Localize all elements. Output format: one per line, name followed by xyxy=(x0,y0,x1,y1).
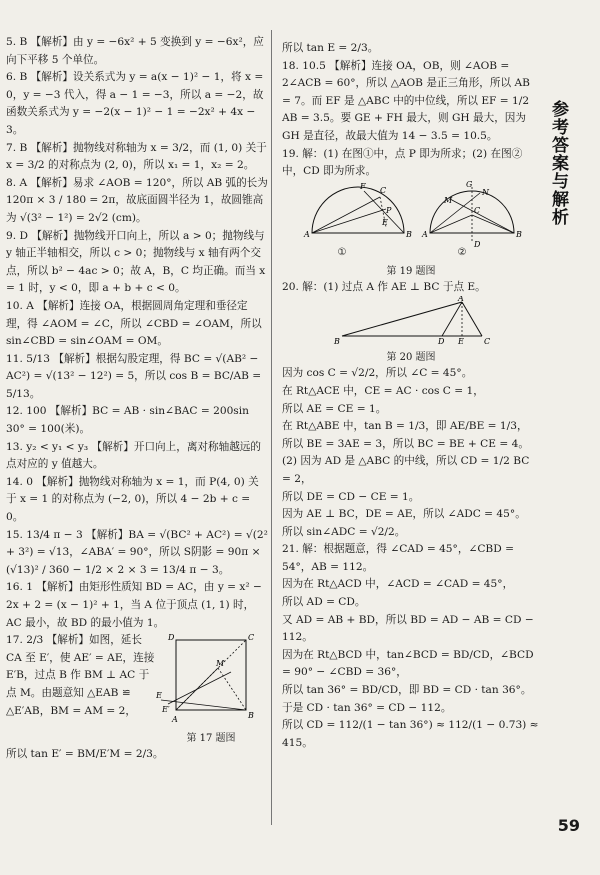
svg-text:B: B xyxy=(516,229,522,239)
figure-20-caption: 第 20 题图 xyxy=(386,352,436,364)
column-divider xyxy=(271,30,272,825)
figure-17 xyxy=(156,632,266,727)
answer-21-2: 因为在 Rt△ACD 中，∠ACD = ∠CAD = 45°， xyxy=(282,578,514,591)
svg-text:A: A xyxy=(304,229,310,239)
page-number: 59 xyxy=(557,816,580,835)
answer-17-tail: 所以 tan E = 2/3。 xyxy=(282,42,379,54)
svg-text:B: B xyxy=(248,711,254,721)
figure-19-caption: 第 19 题图 xyxy=(386,265,436,277)
svg-text:A: A xyxy=(458,296,464,304)
answer-20-3: 在 Rt△ACE 中，CE = AC · cos C = 1， xyxy=(282,384,484,397)
svg-text:F: F xyxy=(360,181,366,191)
svg-text:D: D xyxy=(474,239,481,249)
svg-text:A: A xyxy=(422,229,428,239)
answer-13: 13. y₂ < y₁ < y₃ 【解析】开口向上，离对称轴越远的点对应的 y 值越大。 xyxy=(6,440,261,471)
answer-21-5: 因为在 Rt△BCD 中，tan∠BCD = BD/CD，∠BCD = 90° − ∠CBD = 36°， xyxy=(282,648,534,679)
svg-text:C: C xyxy=(474,205,481,215)
svg-text:D: D xyxy=(168,633,175,643)
answer-21-1: 21. 解：根据题意，得 ∠CAD = 45°，∠CBD = 54°，AB = 112。 xyxy=(282,543,514,573)
svg-text:E′: E′ xyxy=(162,705,170,715)
answer-11: 11. 5/13 【解析】根据勾股定理，得 BC = √(AB² − AC²) = √(13² − 12²) = 5，所以 cos B = BC/AB = 5/13。 xyxy=(6,352,262,400)
side-tab xyxy=(546,100,592,235)
figure-17-caption: 第 17 题图 xyxy=(186,733,236,745)
left-column xyxy=(6,34,268,764)
answer-17-conclusion: 所以 tan E′ = BM/E′M = 2/3。 xyxy=(6,748,164,761)
answer-21-8: 所以 CD = 112/(1 − tan 36°) ≈ 112/(1 − 0.73) ≈ 415。 xyxy=(282,719,539,749)
answer-9: 9. D 【解析】抛物线开口向上，所以 a > 0；抛物线与 y 轴正半轴相交，所以 c > 0；抛物线与 x 轴有两个交点，所以 b² − 4ac > 0；故 A，B，C 均正确。而当 x = 1 时，y < 0，即 a + b + c < 0。 xyxy=(6,229,266,295)
answer-21-6: 所以 tan 36° = BD/CD，即 BD = CD · tan 36°。 xyxy=(282,684,532,697)
answer-21-4: 又 AD = AB + BD，所以 BD = AD − AB = CD − 112。 xyxy=(282,613,534,644)
answer-21-7: 于是 CD · tan 36° = CD − 112。 xyxy=(282,701,452,714)
answer-10: 10. A 【解析】连接 OA，根据圆周角定理和垂径定理，得 ∠AOM = ∠C，所以 ∠CBD = ∠OAM，所以 sin∠CBD = sin∠OAM = OM。 xyxy=(6,299,262,348)
answer-20-2: 因为 cos C = √2/2，所以 ∠C = 45°。 xyxy=(282,367,473,380)
answer-19: 19. 解：(1) 在图①中，点 P 即为所求；(2) 在图②中，CD 即为所求。 xyxy=(282,147,523,178)
answer-20-6: 所以 BE = 3AE = 3，所以 BC = BE + CE = 4。 xyxy=(282,437,529,450)
svg-text:E: E xyxy=(382,217,388,227)
right-column xyxy=(282,40,540,752)
answer-7: 7. B 【解析】抛物线对称轴为 x = 3/2，而 (1, 0) 关于 x = 3/2 的对称点为 (2, 0)，所以 x₁ = 1，x₂ = 2。 xyxy=(6,141,267,172)
svg-text:E: E xyxy=(156,691,162,701)
svg-text:M: M xyxy=(444,195,453,205)
answer-20-5: 在 Rt△ABE 中，tan B = 1/3，即 AE/BE = 1/3， xyxy=(282,420,528,433)
answer-14: 14. 0 【解析】抛物线对称轴为 x = 1，而 P(4, 0) 关于 x = 1 的对称点为 (−2, 0)，所以 4 − 2b + c = 0。 xyxy=(6,475,259,524)
svg-text:B: B xyxy=(406,229,412,239)
svg-text:C: C xyxy=(248,633,255,643)
svg-text:P: P xyxy=(386,205,392,215)
svg-text:N: N xyxy=(482,187,489,197)
svg-text:E: E xyxy=(458,337,464,347)
svg-text:B: B xyxy=(334,337,340,347)
svg-text:A: A xyxy=(172,715,178,725)
side-tab-label: 参考答案与解析 xyxy=(548,100,568,226)
figure-19-label-1: ① xyxy=(337,246,347,258)
answer-21-3: 所以 AD = CD。 xyxy=(282,596,366,609)
figure-20 xyxy=(282,296,522,346)
svg-text:C: C xyxy=(380,185,387,195)
answer-20-10: 所以 sin∠ADC = √2/2。 xyxy=(282,525,406,538)
answer-6: 6. B 【解析】设关系式为 y = a(x − 1)² − 1，将 x = 0，y = −3 代入，得 a − 1 = −3，所以 a = −2，故函数关系式为 y = −2(x − 1)² − 1 = −2x² + 4x − 3。 xyxy=(6,71,264,136)
answer-5: 5. B 【解析】由 y = −6x² + 5 变换到 y = −6x²，应向下平移 5 个单位。 xyxy=(6,36,264,66)
svg-text:G: G xyxy=(466,180,473,189)
figure-19 xyxy=(282,181,522,249)
answer-20-8: 所以 DE = CD − CE = 1。 xyxy=(282,490,420,503)
answer-20-1: 20. 解：(1) 过点 A 作 AE ⊥ BC 于点 E。 xyxy=(282,280,486,293)
answer-17: 17. 2/3 【解析】如图，延长 CA 至 E′，使 AE′ = AE，连接 E′B，过点 B 作 BM ⊥ AC 于点 M。由题意知 △EAB ≌ △E′AB，BM = AM = 2， xyxy=(6,634,155,717)
answer-8: 8. A 【解析】易求 ∠AOB = 120°，所以 AB 弧的长为 120π × 3 / 180 = 2π，故底面圆半径为 1，故圆锥高为 √(3² − 1²) = 2√2 (cm)。 xyxy=(6,176,268,224)
svg-text:M: M xyxy=(216,659,225,669)
answer-12: 12. 100 【解析】BC = AB · sin∠BAC = 200sin 30° = 100(米)。 xyxy=(6,405,249,436)
figure-19-label-2: ② xyxy=(457,246,467,258)
answer-20-9: 因为 AE ⊥ BC，DE = AE，所以 ∠ADC = 45°。 xyxy=(282,508,526,521)
svg-text:C: C xyxy=(484,337,491,347)
answer-20-4: 所以 AE = CE = 1。 xyxy=(282,402,387,415)
svg-text:D: D xyxy=(438,337,445,347)
answer-20-7: (2) 因为 AD 是 △ABC 的中线，所以 CD = 1/2 BC = 2， xyxy=(282,455,530,485)
answer-18: 18. 10.5 【解析】连接 OA，OB，则 ∠AOB = 2∠ACB = 60°，所以 △AOB 是正三角形，所以 AB = 7。而 EF 是 △ABC 中的中位线，所以 EF = 1/2 AB = 3.5。要 GE + FH 最大，则 GH 最大，因为 GH 是直径，故最大值为 14 − 3.5 = 10.5。 xyxy=(282,59,530,142)
answer-16: 16. 1 【解析】由矩形性质知 BD = AC，由 y = x² − 2x + 2 = (x − 1)² + 1，当 A 位于顶点 (1, 1) 时，AC 最小，故 BD 的最小值为 1。 xyxy=(6,581,262,629)
answer-15: 15. 13/4 π − 3 【解析】BA = √(BC² + AC²) = √(2² + 3²) = √13，∠ABA′ = 90°，所以 S阴影 = 90π × (√13)² / 360 − 1/2 × 2 × 3 = 13/4 π − 3。 xyxy=(6,528,268,576)
